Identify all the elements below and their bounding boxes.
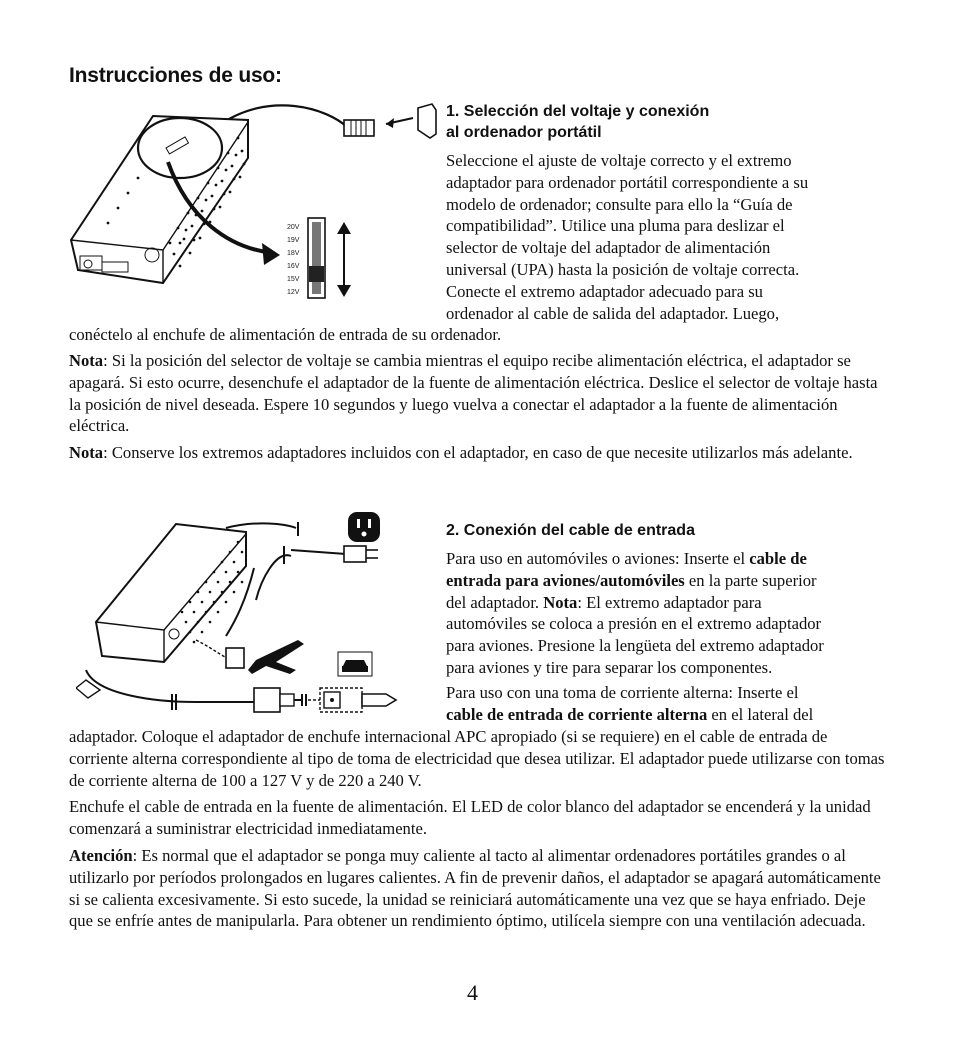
text-span: del adaptador. [446, 592, 544, 612]
paragraph-line: modelo de ordenador; consulte para ello la “Guía de [446, 194, 793, 214]
paragraph-line: adaptador para ordenador portátil correspondiente a su [446, 172, 809, 192]
paragraph-line: automóviles se coloca a presión en el extremo adaptador [446, 614, 822, 634]
page-number: 4 [467, 980, 478, 1005]
text-span: en el lateral del [707, 704, 814, 724]
bold-span: cable de [749, 549, 807, 568]
section1-paragraph [446, 150, 808, 324]
text-span: Para uso en automóviles o aviones: Inserte el [446, 549, 750, 568]
bold-span: cable de entrada de corriente alterna [446, 704, 708, 724]
note-keep-tips [69, 442, 889, 464]
section1-heading-line2: al ordenador portátil [446, 124, 602, 141]
attention-text: : Es normal que el adaptador se ponga muy caliente al tacto al alimentar ordenadores portátiles grandes o al utilizarlo por períodos prolongados en lugares calientes. A fin de prevenir daños, el adaptador se apagará automáticamente si se calienta excesivamente. Si esto sucede, la unidad se reiniciará automáticamente una vez que se haya enfriado. Deje que se enfríe antes de manipularla. Para obtener un rendimiento óptimo, utilícela siempre con una ventilación adecuada. [69, 846, 881, 931]
note-voltage-change [69, 350, 889, 437]
note-label: Nota [69, 443, 104, 462]
paragraph-line: ordenador al cable de salida del adaptador. Luego, [446, 303, 780, 323]
paragraph-line: Para uso con una toma de corriente alterna: Inserte el [446, 683, 799, 702]
voltage-label: 20V [287, 224, 300, 231]
paragraph-line [446, 548, 824, 570]
attention-paragraph [69, 845, 889, 932]
note-text: : Conserve los extremos adaptadores incluidos con el adaptador, en caso de que necesite utilizarlos más adelante. [103, 443, 853, 462]
section2-paragraph2-start [446, 682, 813, 726]
paragraph-line: universal (UPA) hasta la posición de voltaje correcta. [446, 259, 800, 279]
voltage-selector-illustration [68, 98, 444, 308]
input-cable-illustration [76, 510, 438, 718]
attention-label: Atención [69, 846, 133, 865]
bold-span: entrada para aviones/automóviles [446, 570, 685, 590]
text-span: en la parte superior [684, 570, 817, 590]
note-label: Nota [69, 351, 104, 370]
paragraph-line: selector de voltaje del adaptador de alimentación [446, 238, 771, 258]
section2-heading: 2. Conexión del cable de entrada [446, 522, 695, 539]
page-title: Instrucciones de uso: [69, 64, 282, 87]
voltage-label: 19V [287, 237, 300, 244]
paragraph-line [446, 704, 813, 726]
section1-continuation: conéctelo al enchufe de alimentación de entrada de su ordenador. [69, 325, 502, 344]
paragraph-line [446, 592, 824, 614]
paragraph-line: para aviones y tire para separar los componentes. [446, 657, 773, 677]
paragraph-line: compatibilidad”. Utilice una pluma para deslizar el [446, 216, 785, 236]
text-span: : El extremo adaptador para [577, 592, 762, 612]
section1-heading-line1: 1. Selección del voltaje y conexión [446, 103, 710, 120]
paragraph-line: Seleccione el ajuste de voltaje correcto y el extremo [446, 151, 792, 170]
section2-paragraph3: Enchufe el cable de entrada en la fuente de alimentación. El LED de color blanco del adaptador se encenderá y la unidad comenzará a suministrar electricidad inmediatamente. [69, 797, 871, 838]
voltage-label: 12V [287, 289, 300, 296]
section2-paragraph2-rest: adaptador. Coloque el adaptador de enchufe internacional APC apropiado (si se requiere) en el cable de entrada de corriente alterna correspondiente al tipo de toma de electricidad que desea utilizar. El adaptador puede utilizarse con tomas de corriente alterna de 100 a 127 V y de 220 a 240 V. [69, 727, 885, 790]
voltage-label: 16V [287, 263, 300, 270]
note-text: : Si la posición del selector de voltaje se cambia mientras el equipo recibe alimentación eléctrica, el adaptador se apagará. Si esto ocurre, desenchufe el adaptador de la fuente de alimentación eléctrica. Deslice el selector de voltaje hasta la posición de nivel deseada. Espere 10 segundos y luego vuelva a conectar el adaptador a la fuente de alimentación eléctrica. [69, 351, 878, 436]
section2-paragraph1 [446, 548, 824, 679]
section1-heading [446, 101, 709, 143]
voltage-label: 15V [287, 276, 300, 283]
paragraph-line: para aviones. Presione la lengüeta del extremo adaptador [446, 636, 824, 656]
paragraph-line: Conecte el extremo adaptador adecuado para su [446, 281, 763, 301]
voltage-label: 18V [287, 250, 300, 257]
paragraph-line [446, 570, 824, 592]
note-label: Nota [543, 592, 578, 612]
voltage-labels [287, 224, 300, 296]
